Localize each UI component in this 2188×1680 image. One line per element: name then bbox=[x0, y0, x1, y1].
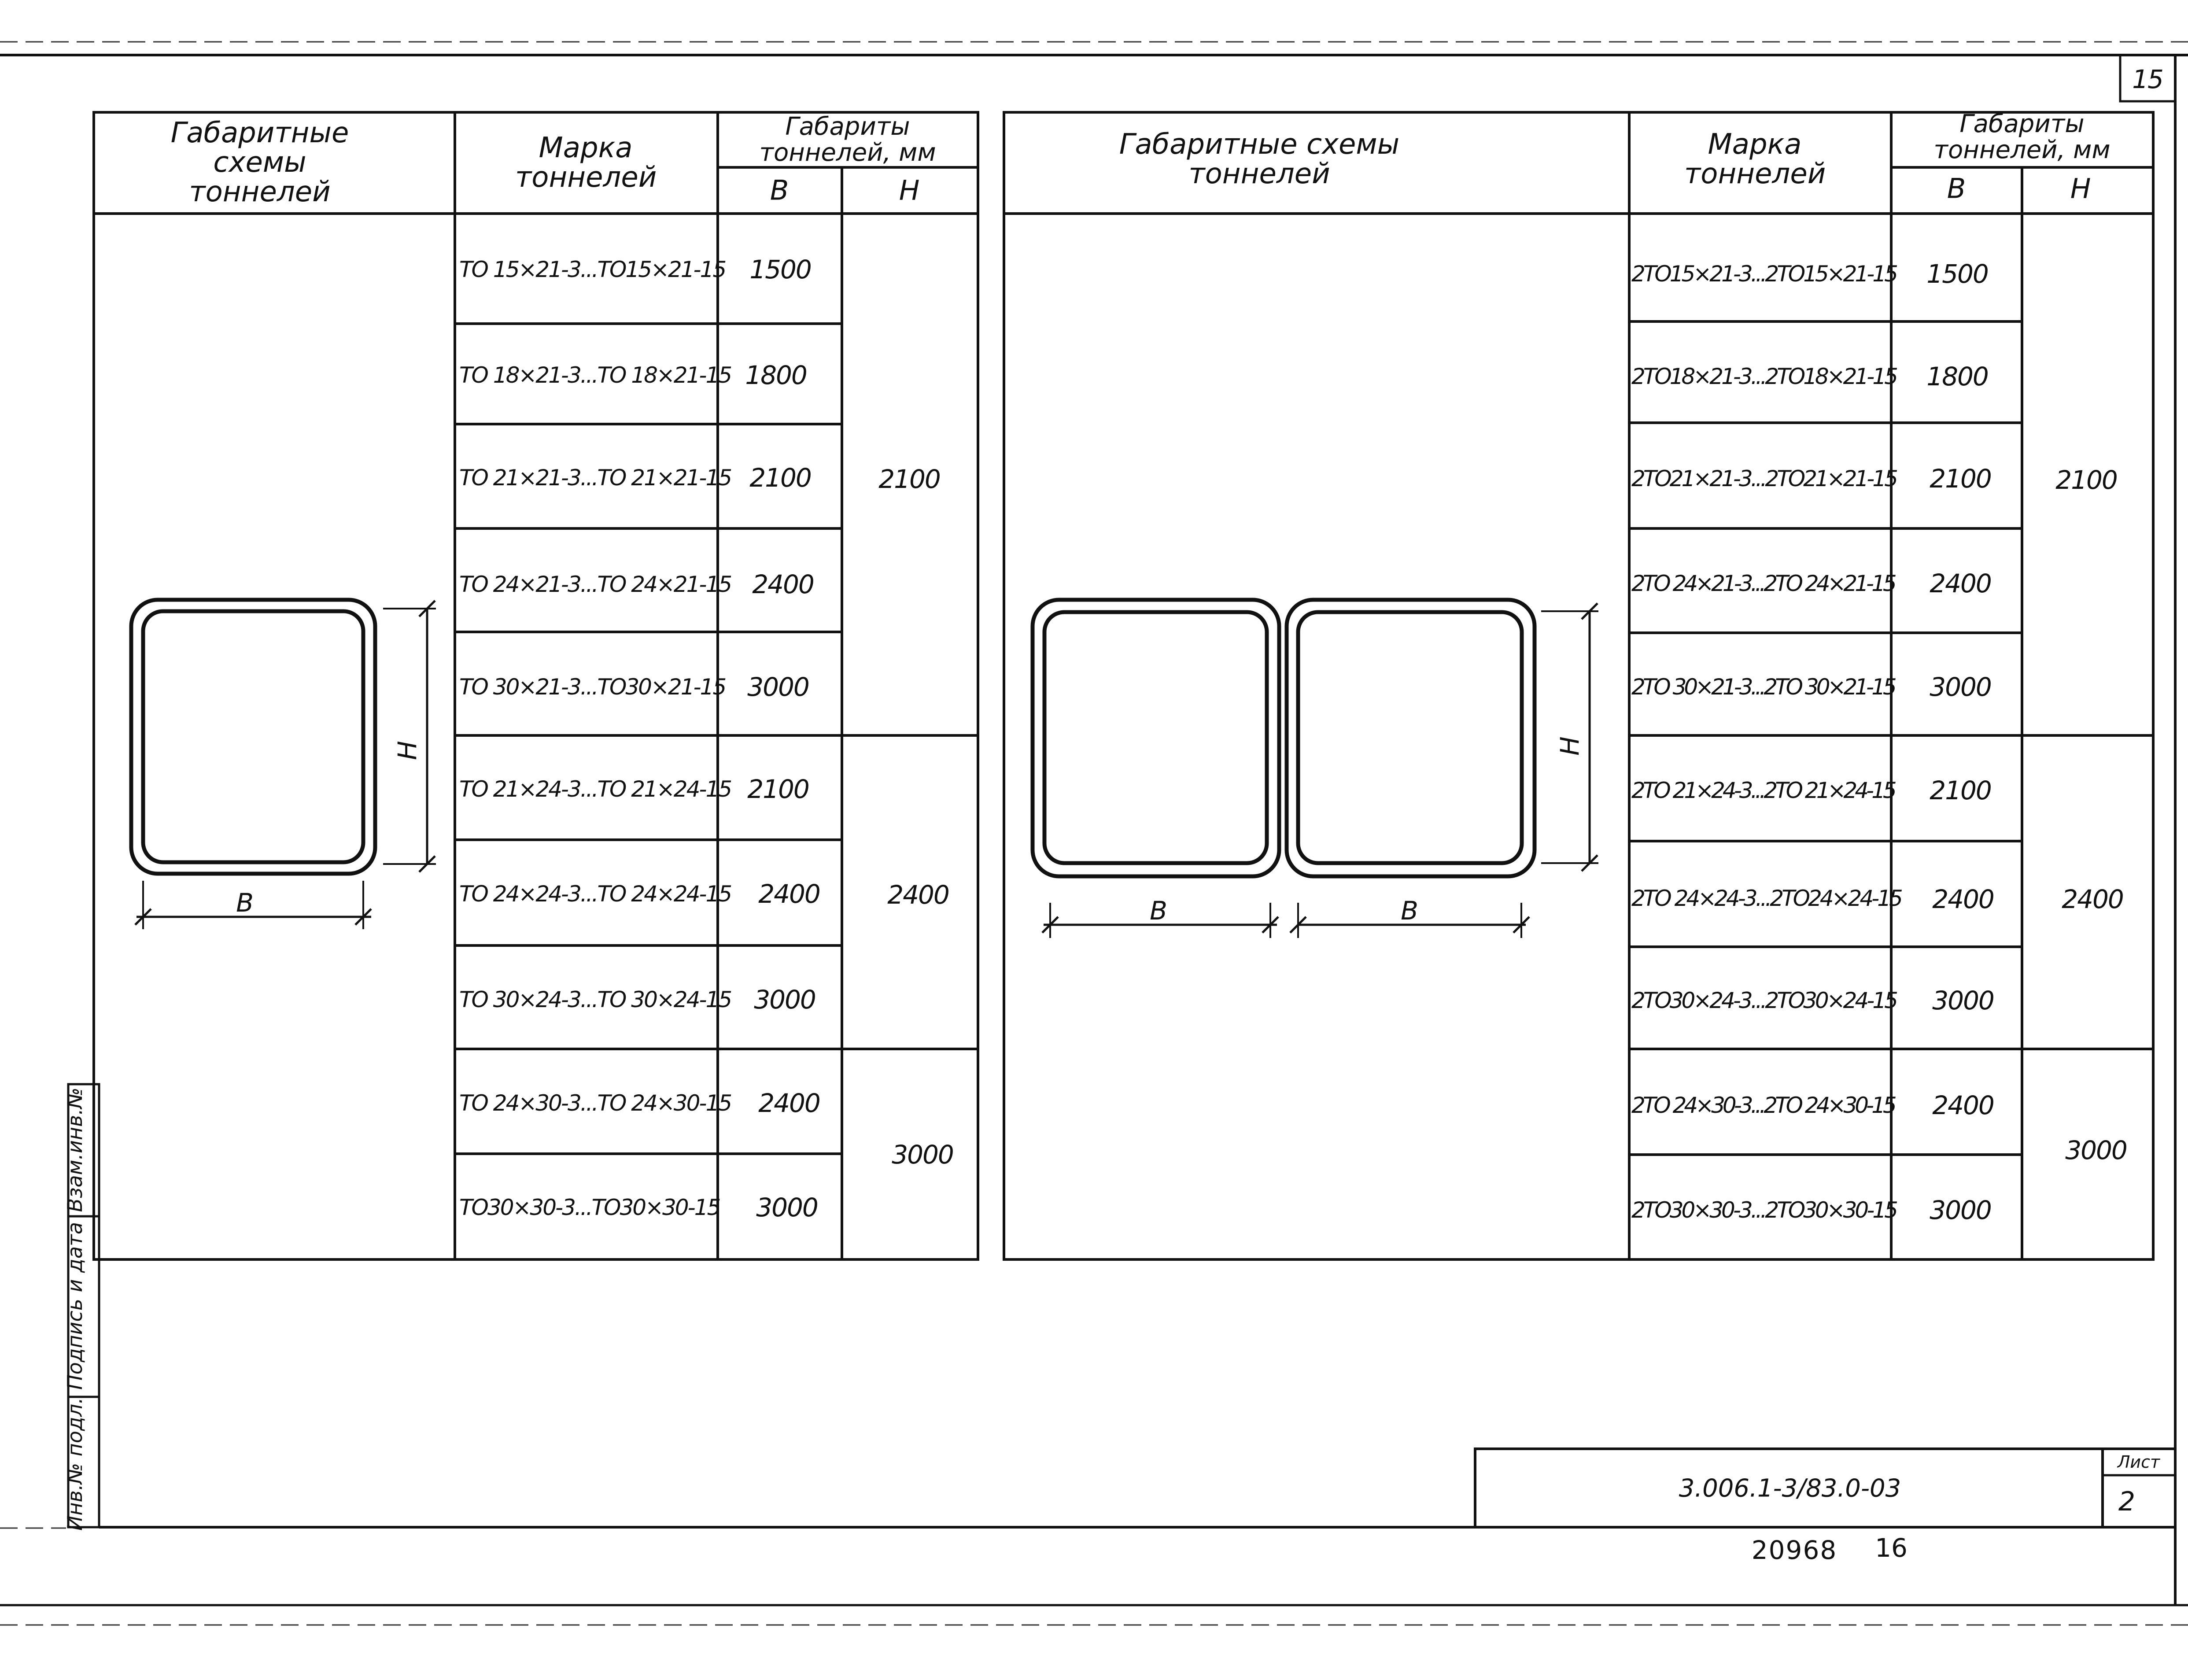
archive-number: 20968 bbox=[1751, 1535, 1837, 1565]
left-scheme-h-label: Н bbox=[392, 742, 422, 760]
left-h-group: 2100 bbox=[878, 464, 940, 494]
right-header-mark: Марка тоннелей bbox=[1684, 128, 1826, 190]
left-row-mark: ТО 21×21-3...ТО 21×21-15 bbox=[459, 465, 731, 491]
left-header-col-b: В bbox=[770, 174, 789, 207]
right-h-group: 2400 bbox=[2062, 884, 2123, 914]
right-scheme-h-label: Н bbox=[1555, 737, 1585, 756]
left-row-mark: ТО 15×21-3...ТО15×21-15 bbox=[459, 257, 726, 282]
left-row-mark: ТО 21×24-3...ТО 21×24-15 bbox=[459, 776, 731, 802]
left-row-b: 2100 bbox=[747, 774, 809, 804]
right-row-mark: 2ТО 24×24-3...2ТО24×24-15 bbox=[1631, 886, 1901, 911]
right-scheme-b-label-right: В bbox=[1401, 896, 1417, 926]
right-row-b: 2100 bbox=[1930, 775, 1991, 805]
page-number: 16 bbox=[1875, 1533, 1908, 1563]
right-row-b: 1500 bbox=[1926, 259, 1988, 289]
right-row-b: 1800 bbox=[1926, 362, 1988, 391]
sheet-number: 2 bbox=[2118, 1486, 2136, 1517]
right-row-b: 2400 bbox=[1930, 569, 1991, 598]
right-row-mark: 2ТО 21×24-3...2ТО 21×24-15 bbox=[1631, 778, 1894, 803]
left-row-b: 2400 bbox=[758, 879, 820, 909]
sheet-corner-number: 15 bbox=[2132, 64, 2163, 94]
document-designation: 3.006.1-3/83.0-03 bbox=[1679, 1474, 1901, 1503]
left-row-b: 1800 bbox=[745, 360, 807, 390]
left-scheme-b-label: В bbox=[236, 888, 253, 918]
right-row-b: 2400 bbox=[1932, 1090, 1994, 1120]
right-row-b: 3000 bbox=[1930, 672, 1991, 702]
right-h-group: 3000 bbox=[2065, 1135, 2127, 1165]
right-row-mark: 2ТО18×21-3...2ТО18×21-15 bbox=[1631, 364, 1896, 389]
left-h-group: 3000 bbox=[892, 1140, 953, 1170]
right-header-col-b: В bbox=[1947, 172, 1966, 205]
left-row-b: 2400 bbox=[752, 569, 814, 599]
left-h-group: 2400 bbox=[887, 880, 949, 910]
right-row-mark: 2ТО21×21-3...2ТО21×21-15 bbox=[1631, 466, 1896, 491]
right-scheme-b-label-left: В bbox=[1150, 896, 1166, 926]
right-header-col-h: Н bbox=[2070, 172, 2091, 205]
side-stamp-inv-no: Инв.№ подл. bbox=[63, 1397, 87, 1531]
left-row-mark: ТО 24×30-3...ТО 24×30-15 bbox=[459, 1090, 731, 1116]
left-header-mark: Марка тоннелей bbox=[515, 131, 657, 194]
left-row-mark: ТО 18×21-3...ТО 18×21-15 bbox=[459, 362, 731, 388]
right-header-schemes: Габаритные схемы тоннелей bbox=[1119, 128, 1400, 190]
left-row-b: 2400 bbox=[758, 1088, 820, 1118]
left-header-dimensions: Габариты тоннелей, мм bbox=[759, 112, 936, 167]
right-row-mark: 2ТО15×21-3...2ТО15×21-15 bbox=[1631, 261, 1896, 287]
right-row-b: 3000 bbox=[1930, 1195, 1991, 1225]
left-row-mark: ТО 24×21-3...ТО 24×21-15 bbox=[459, 572, 731, 597]
left-row-b: 1500 bbox=[749, 255, 811, 284]
left-row-b: 3000 bbox=[756, 1193, 818, 1222]
sheet-label: Лист bbox=[2117, 1452, 2160, 1472]
right-row-mark: 2ТО30×30-3...2ТО30×30-15 bbox=[1631, 1197, 1896, 1223]
right-row-mark: 2ТО 24×30-3...2ТО 24×30-15 bbox=[1631, 1093, 1894, 1118]
left-row-b: 3000 bbox=[754, 985, 815, 1015]
left-row-b: 3000 bbox=[747, 672, 809, 702]
left-row-mark: ТО 24×24-3...ТО 24×24-15 bbox=[459, 881, 731, 907]
right-row-mark: 2ТО 24×21-3...2ТО 24×21-15 bbox=[1631, 571, 1894, 596]
left-row-b: 2100 bbox=[749, 463, 811, 493]
left-header-col-h: Н bbox=[899, 174, 920, 207]
side-stamp-replaces: Взам.инв.№ bbox=[63, 1087, 87, 1212]
left-row-mark: ТО30×30-3...ТО30×30-15 bbox=[459, 1195, 720, 1220]
right-row-b: 2400 bbox=[1932, 884, 1994, 914]
right-row-b: 2100 bbox=[1930, 464, 1991, 494]
right-row-mark: 2ТО30×24-3...2ТО30×24-15 bbox=[1631, 988, 1896, 1013]
left-header-schemes: Габаритные схемы тоннелей bbox=[170, 117, 349, 209]
left-row-mark: ТО 30×21-3...ТО30×21-15 bbox=[459, 674, 726, 700]
right-row-b: 3000 bbox=[1932, 986, 1994, 1015]
right-h-group: 2100 bbox=[2055, 465, 2117, 495]
left-row-mark: ТО 30×24-3...ТО 30×24-15 bbox=[459, 987, 731, 1012]
right-row-mark: 2ТО 30×21-3...2ТО 30×21-15 bbox=[1631, 674, 1894, 700]
right-header-dimensions: Габариты тоннелей, мм bbox=[1933, 110, 2111, 164]
side-stamp-signature: Подпись и дата bbox=[63, 1222, 87, 1390]
